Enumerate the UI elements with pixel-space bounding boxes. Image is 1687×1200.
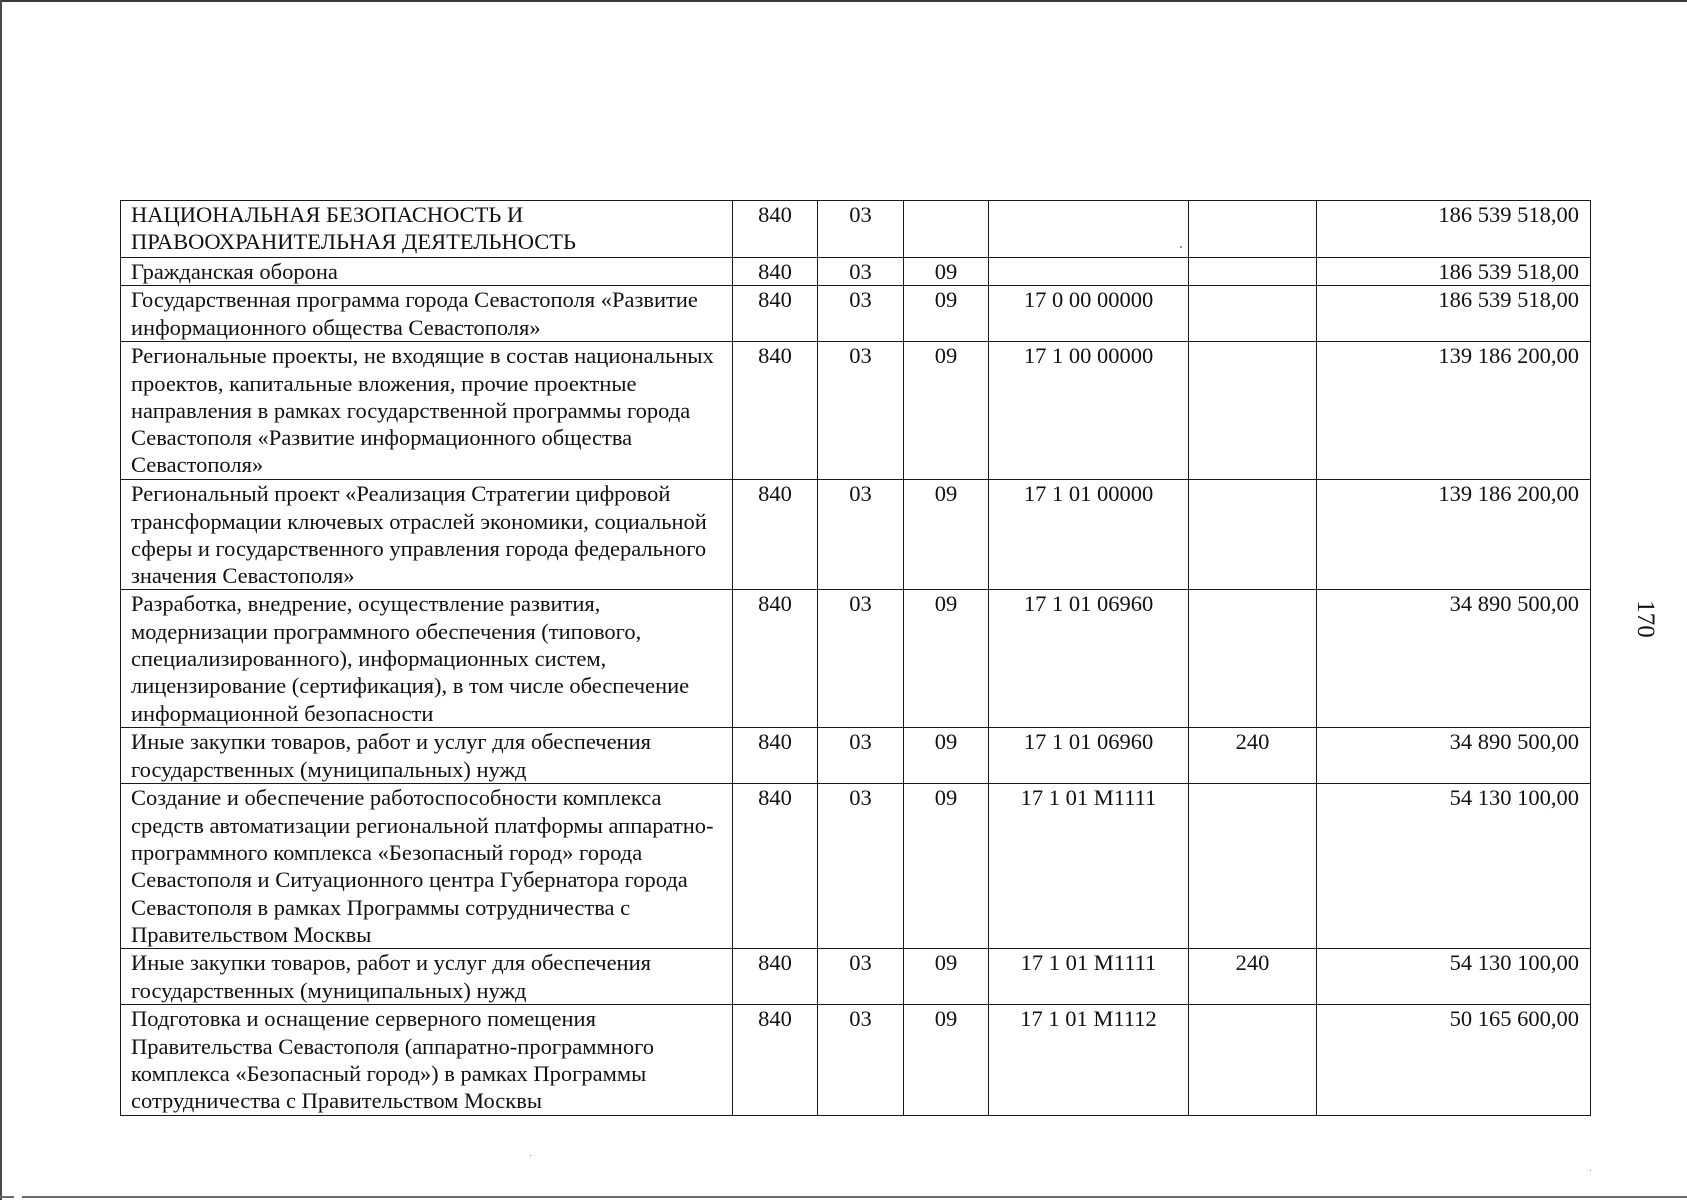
row-rz: 03 [818,480,904,590]
row-pr: 09 [904,342,989,480]
scan-edge-top [0,0,1687,2]
table-row [121,286,1591,342]
row-name: Региональный проект «Реализация Стратегии цифровой трансформации ключевых отраслей экономики, социальной сферы и государственного управления города федерального значения Севастополя» [121,480,733,590]
row-name: НАЦИОНАЛЬНАЯ БЕЗОПАСНОСТЬ И ПРАВООХРАНИТЕЛЬНАЯ ДЕЯТЕЛЬНОСТЬ [121,201,733,258]
row-pr: 09 [904,949,989,1005]
row-pr: 09 [904,784,989,949]
row-amount: 54 130 100,00 [1317,784,1591,949]
table-row [121,258,1591,286]
table-row [121,949,1591,1005]
row-pr: 09 [904,286,989,342]
row-name: Создание и обеспечение работоспособности комплекса средств автоматизации региональной платформы аппаратно-программного комплекса «Безопасный город» города Севастополя и Ситуационного центра Губернатора города Севастополя в рамках Программы сотрудничества с Правительством Москвы [121,784,733,949]
scan-edge-left [0,0,2,1200]
row-rz: 03 [818,286,904,342]
row-amount: 186 539 518,00 [1317,286,1591,342]
row-pr: 09 [904,590,989,728]
table-row [121,1005,1591,1115]
row-csr [989,201,1189,258]
row-ved: 840 [733,286,818,342]
row-csr: 17 1 01 06960 [989,590,1189,728]
table-row [121,201,1591,258]
row-rz: 03 [818,728,904,784]
row-ved: 840 [733,1005,818,1115]
row-ved: 840 [733,784,818,949]
row-amount: 186 539 518,00 [1317,201,1591,258]
row-csr: 17 1 00 00000 [989,342,1189,480]
row-pr: 09 [904,258,989,286]
row-ved: 840 [733,480,818,590]
row-ved: 840 [733,201,818,258]
row-amount: 186 539 518,00 [1317,258,1591,286]
row-name: Иные закупки товаров, работ и услуг для обеспечения государственных (муниципальных) нужд [121,949,733,1005]
row-vr [1189,1005,1317,1115]
scan-edge-bottom [22,1196,1687,1198]
row-name: Региональные проекты, не входящие в состав национальных проектов, капитальные вложения, прочие проектные направления в рамках государственной программы города Севастополя «Развитие информационного общества Севастополя» [121,342,733,480]
row-name: Подготовка и оснащение серверного помещения Правительства Севастополя (аппаратно-программного комплекса «Безопасный город») в рамках Программы сотрудничества с Правительством Москвы [121,1005,733,1115]
row-csr: 17 0 00 00000 [989,286,1189,342]
row-name: Разработка, внедрение, осуществление развития, модернизации программного обеспечения (типового, специализированного), информационных систем, лицензирование (сертификация), в том числе обеспечение информационной безопасности [121,590,733,728]
row-ved: 840 [733,590,818,728]
row-amount: 139 186 200,00 [1317,342,1591,480]
row-amount: 34 890 500,00 [1317,728,1591,784]
table-row [121,784,1591,949]
row-name: Государственная программа города Севастополя «Развитие информационного общества Севастополя» [121,286,733,342]
scan-edge-bottom-dash [0,1196,14,1198]
row-vr [1189,342,1317,480]
row-rz: 03 [818,342,904,480]
row-ved: 840 [733,342,818,480]
row-rz: 03 [818,201,904,258]
row-vr [1189,784,1317,949]
row-rz: 03 [818,258,904,286]
row-vr [1189,258,1317,286]
row-ved: 840 [733,949,818,1005]
row-name: Гражданская оборона [121,258,733,286]
row-ved: 840 [733,728,818,784]
row-rz: 03 [818,1005,904,1115]
row-vr [1189,480,1317,590]
row-amount: 139 186 200,00 [1317,480,1591,590]
row-amount: 34 890 500,00 [1317,590,1591,728]
scan-speck [1590,1170,1591,1171]
row-vr: 240 [1189,949,1317,1005]
row-name: Иные закупки товаров, работ и услуг для обеспечения государственных (муниципальных) нужд [121,728,733,784]
row-csr: 17 1 01 М1112 [989,1005,1189,1115]
table-row [121,480,1591,590]
row-amount: 50 165 600,00 [1317,1005,1591,1115]
row-pr: 09 [904,1005,989,1115]
row-csr: 17 1 01 М1111 [989,949,1189,1005]
row-pr: 09 [904,728,989,784]
row-vr: 240 [1189,728,1317,784]
row-vr [1189,590,1317,728]
page-number: 170 [1632,600,1659,638]
row-vr [1189,201,1317,258]
row-rz: 03 [818,784,904,949]
table-row [121,728,1591,784]
row-csr: 17 1 01 00000 [989,480,1189,590]
row-rz: 03 [818,949,904,1005]
table-row [121,590,1591,728]
row-csr: 17 1 01 06960 [989,728,1189,784]
table-row [121,342,1591,480]
budget-table [120,200,1591,1116]
row-pr [904,201,989,258]
row-amount: 54 130 100,00 [1317,949,1591,1005]
row-csr [989,258,1189,286]
row-pr: 09 [904,480,989,590]
row-rz: 03 [818,590,904,728]
scan-speck [530,1155,531,1156]
row-vr [1189,286,1317,342]
row-ved: 840 [733,258,818,286]
row-csr: 17 1 01 М1111 [989,784,1189,949]
